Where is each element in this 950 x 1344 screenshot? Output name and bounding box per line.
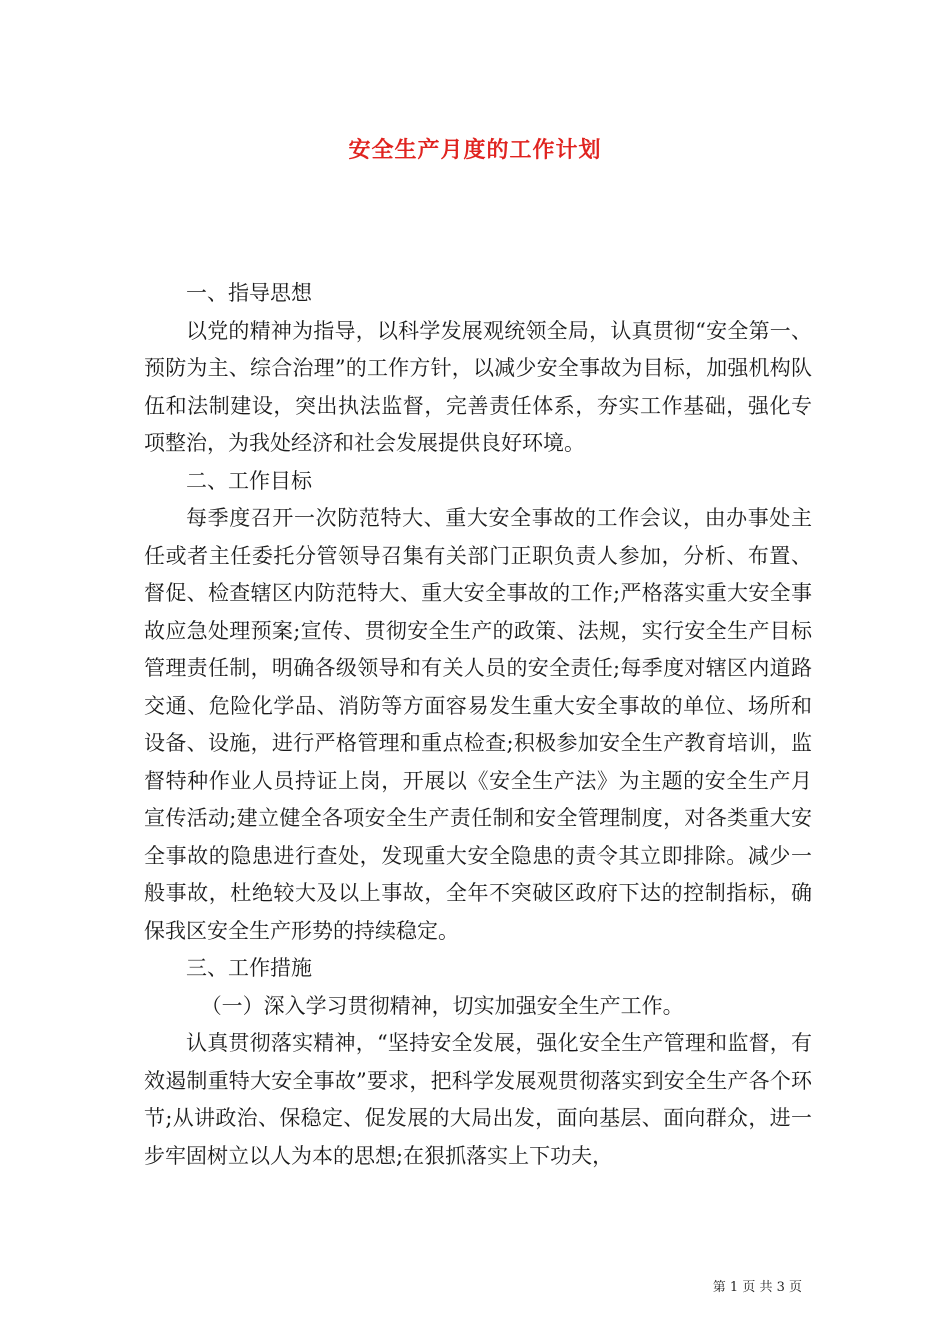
subsection-heading-study: （一）深入学习贯彻精神，切实加强安全生产工作。 — [200, 993, 684, 1018]
paragraph-work-goals: 每季度召开一次防范特大、重大安全事故的工作会议，由办事处主任或者主任委托分管领导召集有关部门正职负责人参加，分析、布置、督促、检查辖区内防范特大、重大安全事故的工作;严格落实重大安全事故应急处理预案;宣传、贯彻安全生产的政策、法规，实行安全生产目标管理责任制，明确各级领导和有关人员的安全责任;每季度对辖区内道路交通、危险化学品、消防等方面容易发生重大安全事故的单位、场所和设备、设施，进行严格管理和重点检查;积极参加安全生产教育培训，监督特种作业人员持证上岗，开展以《安全生产法》为主题的安全生产月宣传活动;建立健全各项安全生产责任制和安全管理制度，对各类重大安全事故的隐患进行查处，发现重大安全隐患的责令其立即排除。减少一般事故，杜绝较大及以上事故，全年不突破区政府下达的控制指标，确保我区安全生产形势的持续稳定。 — [144, 506, 812, 943]
section-heading-work-measures: 三、工作措施 — [186, 956, 312, 980]
page-number: 第 1 页 共 3 页 — [712, 1280, 802, 1295]
document-title: 安全生产月度的工作计划 — [348, 137, 602, 163]
section-heading-work-goals: 二、工作目标 — [186, 468, 312, 493]
section-heading-guiding-thought: 一、指导思想 — [186, 281, 312, 305]
document-body — [144, 275, 812, 1175]
paragraph-study: 认真贯彻落实精神，“坚持安全发展，强化安全生产管理和监督，有效遏制重特大安全事故”要求，把科学发展观贯彻落实到安全生产各个环节;从讲政治、保稳定、促发展的大局出发，面向基层、面向群众，进一步牢固树立以人为本的思想;在狠抓落实上下功夫， — [144, 1031, 812, 1168]
paragraph-guiding-thought: 以党的精神为指导，以科学发展观统领全局，认真贯彻“安全第一、预防为主、综合治理”的工作方针，以减少安全事故为目标，加强机构队伍和法制建设，突出执法监督，完善责任体系，夯实工作基础，强化专项整治，为我处经济和社会发展提供良好环境。 — [144, 318, 812, 455]
